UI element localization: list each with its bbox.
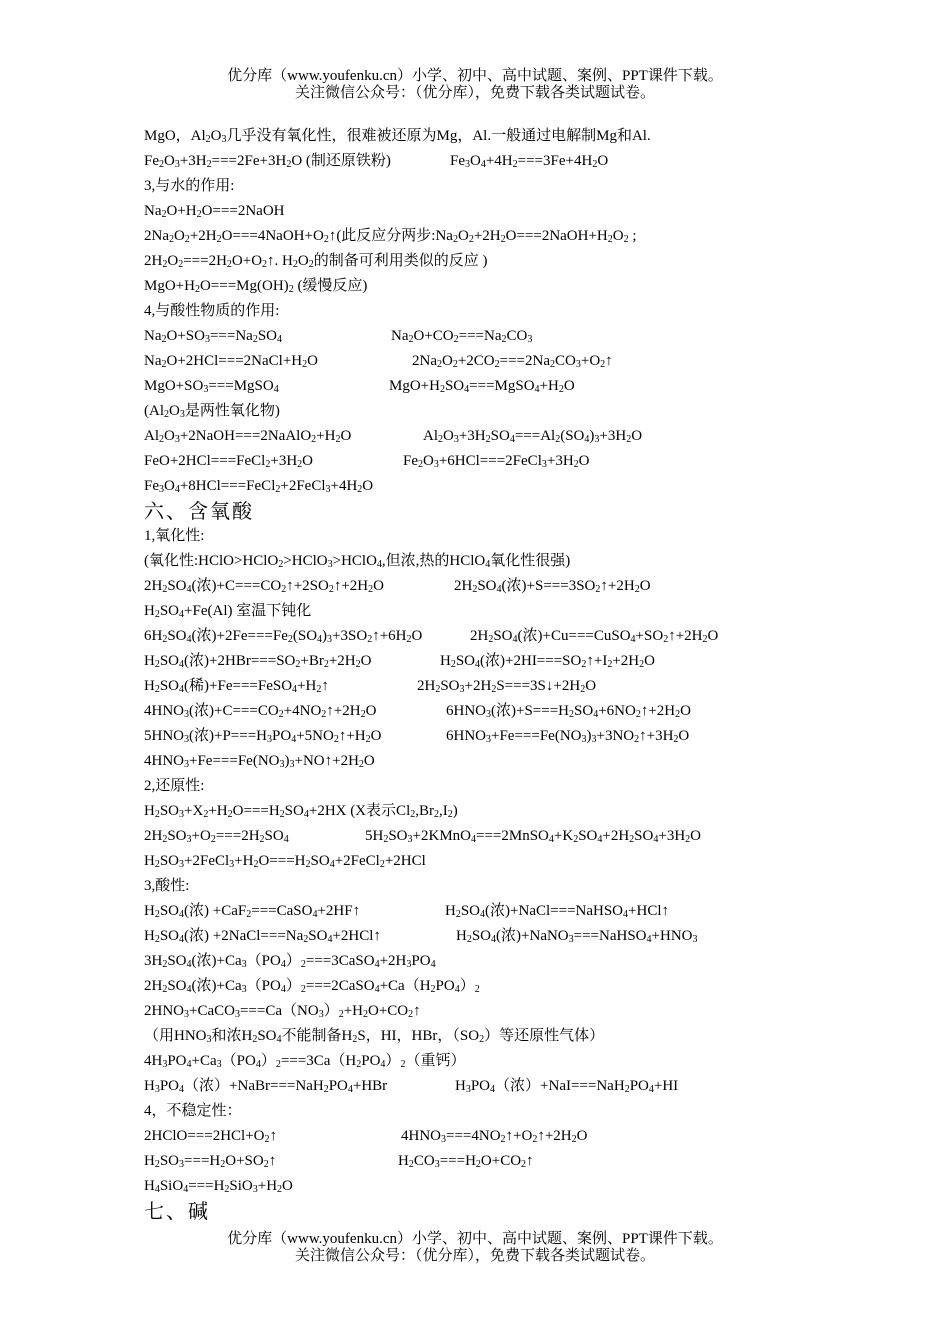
line-text-second: $2Na_2O_2+2CO_2===2Na_2CO_3+O_2↑$ — [412, 353, 613, 370]
line-text: $Na_2O+H_2O===2NaOH$ — [144, 203, 285, 220]
equation-line — [144, 399, 844, 424]
equation-line — [144, 774, 844, 799]
line-text-second: $5H_2SO_3+2KMnO_4===2MnSO_4+K_2SO_4+2H_2SO_4+3H_2O$ — [365, 828, 701, 845]
line-text: $3H_2SO_4$(浓)$+Ca_3(PO_4)_2===3CaSO_4+2H_3PO_4$ — [144, 953, 436, 970]
line-text: $2HNO_3+CaCO_3===Ca(NO_3)_2+H_2O+CO_2↑$ — [144, 1003, 421, 1020]
line-text: $4H_3PO_4+Ca_3(PO_4)_2===3Ca(H_2PO_4)_2$（重钙） — [144, 1053, 466, 1070]
line-text: $H_2SO_3+2FeCl_3+H_2O===H_2SO_4+2FeCl_2+2HCl$ — [144, 853, 426, 870]
document-body — [144, 124, 844, 1224]
line-text: $2HClO===2HCl+O_2↑$ — [144, 1128, 278, 1145]
line-text: 七、碱 — [144, 1201, 210, 1223]
line-text-second: $Fe_3O_4+4H_2===3Fe+4H_2O$ — [450, 153, 609, 170]
line-text: $MgO+H_2O===Mg(OH)_2$ (缓慢反应) — [144, 278, 368, 295]
line-text: 六、含氧酸 — [144, 501, 254, 523]
line-text-second: $H_3PO_4$（浓）$+NaI===NaH_2PO_4+HI$ — [455, 1078, 679, 1095]
equation-line — [144, 1024, 844, 1049]
equation-line — [144, 549, 844, 574]
equation-line — [144, 749, 844, 774]
equation-line — [144, 424, 844, 449]
section-heading — [144, 499, 844, 524]
line-text: 4,与酸性物质的作用: — [144, 303, 280, 319]
line-text-second: $H_2SO_4$(浓)+NaCl===NaHSO$_4$+HCl↑ — [445, 903, 669, 920]
equation-line — [144, 1074, 844, 1099]
footer-line-2: 关注微信公众号：（优分库），免费下载各类试题试卷。 — [294, 1248, 655, 1264]
line-text: $2H_2SO_4$(浓)$+C===CO_2↑+2SO_2↑+2H_2O$ — [144, 578, 384, 595]
equation-line — [144, 974, 844, 999]
equation-line — [144, 349, 844, 374]
line-text: 1,氧化性: — [144, 528, 205, 544]
equation-line — [144, 174, 844, 199]
line-text: 4，不稳定性： — [144, 1103, 242, 1119]
line-text-second: $MgO+H_2SO_4===MgSO_4+H_2O$ — [389, 378, 575, 395]
line-text: $H_2SO_3+X_2+H_2O===H_2SO_4+2HX$ (X表示$Cl_2,Br_2,I_2$) — [144, 803, 458, 820]
line-text-second: $H_2CO_3===H_2O+CO_2↑$ — [398, 1153, 534, 1170]
equation-line — [144, 599, 844, 624]
line-text: $MgO+SO_3===MgSO_4$ — [144, 378, 279, 395]
line-text: $4HNO_3+Fe===Fe(NO_3)_3+NO↑+2H_2O$ — [144, 753, 375, 770]
line-text-second: $6HNO_3$(浓)$+S===H_2SO_4+6NO_2↑+2H_2O$ — [446, 703, 691, 720]
line-text: $H_2SO_4$(浓)$+2HBr===SO_2+Br_2+2H_2O$ — [144, 653, 372, 670]
equation-line — [144, 899, 844, 924]
line-text: ($Al_2O_3$是两性氧化物) — [144, 403, 280, 420]
line-text: $H_4SiO_4===H_2SiO_3+H_2O$ — [144, 1178, 293, 1195]
equation-line — [144, 999, 844, 1024]
line-text-second: $Fe_2O_3+6HCl===2FeCl_3+3H_2O$ — [403, 453, 590, 470]
line-text: $H_2SO_4$(稀)$+Fe===FeSO_4+H_2↑$ — [144, 678, 329, 695]
line-text: $H_2SO_4$(浓) $+2NaCl===Na_2SO_4+2HCl↑$ — [144, 928, 381, 945]
line-text: $6H_2SO_4$(浓)$+2Fe===Fe_2(SO_4)_3+3SO_2↑+6H_2O$ — [144, 628, 423, 645]
line-text: $H_2SO_4+Fe(Al)$ 室温下钝化 — [144, 603, 312, 620]
line-text-second: $2H_2SO_3+2H_2S===3S↓+2H_2O$ — [417, 678, 597, 695]
equation-line — [144, 299, 844, 324]
header-line-2: 关注微信公众号：（优分库），免费下载各类试题试卷。 — [294, 85, 655, 101]
line-text-second: $Al_2O_3+3H_2SO_4===Al_2(SO_4)_3+3H_2O$ — [423, 428, 643, 445]
equation-line — [144, 649, 844, 674]
equation-line — [144, 699, 844, 724]
line-text: $2H_2O_2===2H_2O+O_2↑$. $H_2O_2$的制备可利用类似的反应 ) — [144, 253, 488, 270]
line-text: $Fe_2O_3+3H_2===2Fe+3H_2O$ (制还原铁粉) — [144, 153, 391, 170]
line-text-second: $H_2SO_4$(浓)$+NaNO_3===NaHSO_4+HNO_3$ — [456, 928, 698, 945]
equation-line — [144, 474, 844, 499]
line-text: 2,还原性: — [144, 778, 205, 794]
equation-line — [144, 874, 844, 899]
equation-line — [144, 1049, 844, 1074]
equation-line — [144, 1174, 844, 1199]
line-text: 3,与水的作用: — [144, 178, 235, 194]
equation-line — [144, 824, 844, 849]
equation-line — [144, 1124, 844, 1149]
equation-line — [144, 324, 844, 349]
equation-line — [144, 949, 844, 974]
line-text-second: $4HNO_3===4NO_2↑+O_2↑+2H_2O$ — [401, 1128, 588, 1145]
line-text: $H_2SO_4$(浓) +CaF$_2$===CaSO$_4$+2HF↑ — [144, 903, 361, 920]
line-text-second: $Na_2O+CO_2===Na_2CO_3$ — [391, 328, 533, 345]
footer-line-1: 优分库（www.youfenku.cn）小学、初中、高中试题、案例、PPT课件下载。 — [227, 1231, 723, 1247]
equation-line — [144, 274, 844, 299]
line-text-second: $2H_2SO_4$(浓)$+Cu===CuSO_4+SO_2↑+2H_2O$ — [470, 628, 719, 645]
line-text: $4HNO_3$(浓)$+C===CO_2+4NO_2↑+2H_2O$ — [144, 703, 377, 720]
line-text: $2Na_2O_2+2H_2O===4NaOH+O_2↑$(此反应分两步$:Na_2O_2+2H_2O===2NaOH+H_2O_2$ ; — [144, 228, 637, 245]
equation-line — [144, 674, 844, 699]
equation-line — [144, 1099, 844, 1124]
equation-line — [144, 524, 844, 549]
line-text: $Na_2O+SO_3===Na_2SO_4$ — [144, 328, 283, 345]
line-text: $Na_2O+2HCl===2NaCl+H_2O$ — [144, 353, 318, 370]
equation-line — [144, 624, 844, 649]
equation-line — [144, 849, 844, 874]
header-line-1: 优分库（www.youfenku.cn）小学、初中、高中试题、案例、PPT课件下载。 — [227, 68, 723, 84]
equation-line — [144, 249, 844, 274]
line-text: $2H_2SO_4$(浓)$+Ca_3(PO_4)_2===2CaSO_4+Ca(H_2PO_4)_2$ — [144, 978, 480, 995]
equation-line — [144, 224, 844, 249]
line-text: $Fe_3O_4+8HCl===FeCl_2+2FeCl_3+4H_2O$ — [144, 478, 374, 495]
line-text: (氧化性:HClO>HClO$_2$>HClO$_3$>HClO$_4$,但浓,热的HClO$_4$氧化性很强) — [144, 553, 571, 570]
line-text-second: $H_2SO_4$(浓)$+2HI===SO_2↑+I_2+2H_2O$ — [440, 653, 655, 670]
line-text: $H_3PO_4$（浓）$+NaBr===NaH_2PO_4+HBr$ — [144, 1078, 388, 1095]
equation-line — [144, 799, 844, 824]
line-text: $FeO+2HCl===FeCl_2+3H_2O$ — [144, 453, 313, 470]
page-footer — [0, 1231, 950, 1265]
line-text: $5HNO_3$(浓)$+P===H_3PO_4+5NO_2↑+H_2O$ — [144, 728, 382, 745]
page-header — [0, 68, 950, 102]
equation-line — [144, 574, 844, 599]
equation-line — [144, 449, 844, 474]
equation-line — [144, 149, 844, 174]
line-text: $Al_2O_3+2NaOH===2NaAlO_2+H_2O$ — [144, 428, 352, 445]
line-text: （用$HNO_3$和浓$H_2SO_4$不能制备$H_2S$，HI，HBr，$(SO_2)$等还原性气体） — [144, 1028, 605, 1045]
equation-line — [144, 199, 844, 224]
equation-line — [144, 124, 844, 149]
section-heading — [144, 1199, 844, 1224]
line-text: 3,酸性: — [144, 878, 190, 894]
line-text: MgO，$Al_2O_3$几乎没有氧化性，很难被还原为Mg，Al.一般通过电解制Mg和Al. — [144, 128, 651, 145]
equation-line — [144, 924, 844, 949]
line-text-second: $6HNO_3+Fe===Fe(NO_3)_3+3NO_2↑+3H_2O$ — [446, 728, 690, 745]
line-text: $H_2SO_3===H_2O+SO_2↑$ — [144, 1153, 277, 1170]
equation-line — [144, 1149, 844, 1174]
equation-line — [144, 724, 844, 749]
equation-line — [144, 374, 844, 399]
line-text-second: $2H_2SO_4$(浓)$+S===3SO_2↑+2H_2O$ — [454, 578, 651, 595]
line-text: $2H_2SO_3+O_2===2H_2SO_4$ — [144, 828, 289, 845]
